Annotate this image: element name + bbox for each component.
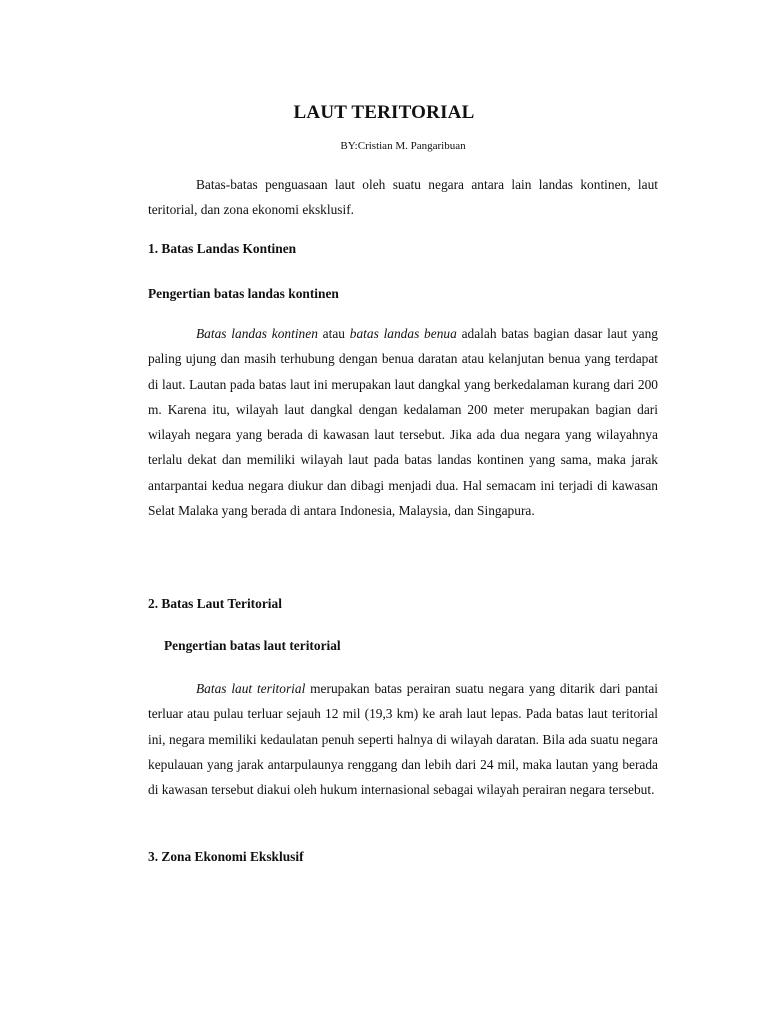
section-1-paragraph: [148, 321, 658, 523]
section-1-heading: 1. Batas Landas Kontinen: [148, 241, 297, 256]
section-2-subheading: Pengertian batas laut teritorial: [164, 638, 341, 653]
section-2-paragraph: [148, 676, 658, 802]
section-3-heading: 3. Zona Ekonomi Eksklusif: [148, 849, 304, 864]
section-1-subheading: Pengertian batas landas kontinen: [148, 286, 339, 301]
intro-paragraph: Batas-batas penguasaan laut oleh suatu negara antara lain landas kontinen, laut teritorial, dan zona ekonomi eksklusif.: [148, 177, 658, 218]
document-byline: BY:Cristian M. Pangaribuan: [340, 140, 466, 152]
document-title: LAUT TERITORIAL: [293, 102, 475, 123]
paragraph-connector: atau: [317, 326, 350, 341]
term-batas-landas-kontinen: Batas landas kontinen: [196, 326, 318, 341]
section-2-heading: 2. Batas Laut Teritorial: [148, 596, 282, 611]
term-batas-laut-teritorial: Batas laut teritorial: [196, 681, 306, 696]
paragraph-body: adalah batas bagian dasar laut yang paling ujung dan masih terhubung dengan benua daratan atau kelanjutan benua yang terdapat di laut. Lautan pada batas laut ini merupakan laut dangkal yang berkedalaman kurang dari 200 m. Karena itu, wilayah laut dangkal dengan kedalaman 200 meter merupakan bagian dari wilayah negara yang berada di kawasan laut tersebut. Jika ada dua negara yang wilayahnya terlalu dekat dan memiliki wilayah laut pada batas landas kontinen yang sama, maka jarak antarpantai kedua negara diukur dan dibagi menjadi dua. Hal semacam ini terjadi di kawasan Selat Malaka yang berada di antara Indonesia, Malaysia, dan Singapura.: [148, 326, 658, 519]
term-batas-landas-benua: batas landas benua: [349, 326, 457, 341]
paragraph-body: merupakan batas perairan suatu negara yang ditarik dari pantai terluar atau pulau terluar sejauh 12 mil (19,3 km) ke arah laut lepas. Pada batas laut teritorial ini, negara memiliki kedaulatan penuh seperti halnya di wilayah daratan. Bila ada suatu negara kepulauan yang jarak antarpulaunya renggang dan lebih dari 24 mil, maka lautan yang berada di kawasan tersebut diakui oleh hukum internasional sebagai wilayah perairan negara tersebut.: [148, 681, 658, 798]
